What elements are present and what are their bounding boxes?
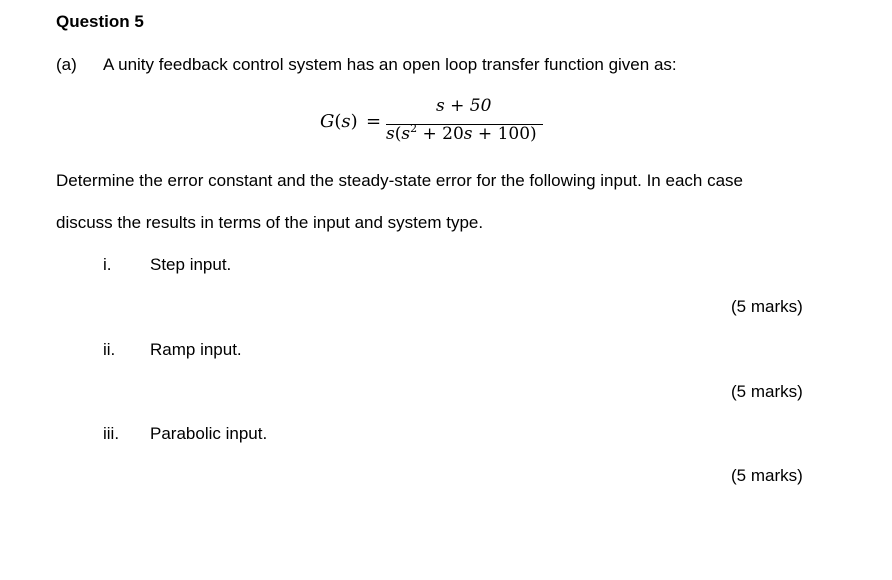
lhs-function: G	[320, 111, 335, 132]
den-exponent: 2	[410, 122, 418, 135]
den-s-outer: s	[386, 124, 395, 144]
item-text: Parabolic input.	[150, 424, 268, 443]
item-numeral: iii.	[103, 424, 120, 443]
item-numeral: i.	[103, 255, 112, 274]
item-marks: (5 marks)	[731, 382, 803, 401]
formula-lhs	[320, 111, 358, 132]
lhs-open-paren: (	[334, 111, 342, 132]
item-marks: (5 marks)	[731, 297, 803, 316]
question-title: Question 5	[56, 12, 144, 31]
item-marks: (5 marks)	[731, 466, 803, 485]
item-numeral: ii.	[103, 340, 116, 359]
part-label: (a)	[56, 55, 77, 74]
description-line-1: Determine the error constant and the steady-state error for the following input. In each case	[56, 171, 743, 190]
den-plus-20: + 20	[417, 124, 464, 144]
formula-denominator	[386, 124, 537, 144]
den-s-squared-base: s	[401, 124, 411, 144]
formula-numerator	[436, 96, 491, 116]
lhs-close-paren: )	[350, 111, 358, 132]
den-rest: + 100)	[472, 124, 537, 144]
den-open-paren: (	[394, 124, 402, 144]
item-text: Step input.	[150, 255, 232, 274]
numerator-text: s + 50	[436, 96, 492, 116]
lhs-variable: s	[341, 111, 351, 132]
description-line-2: discuss the results in terms of the input and system type.	[56, 213, 484, 232]
item-text: Ramp input.	[150, 340, 242, 359]
transfer-function-formula	[318, 94, 558, 150]
equals-sign: =	[366, 111, 382, 132]
part-intro-text: A unity feedback control system has an open loop transfer function given as:	[103, 55, 677, 74]
den-s-linear: s	[463, 124, 473, 144]
